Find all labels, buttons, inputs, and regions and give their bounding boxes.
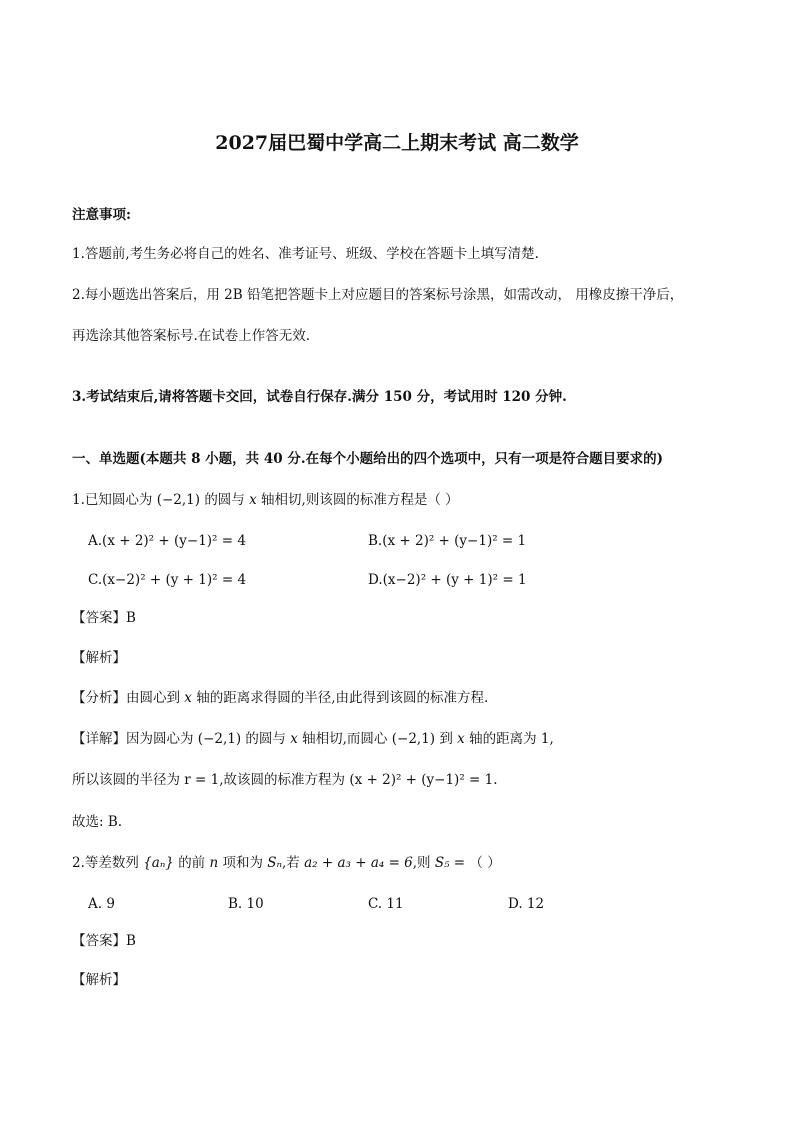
notice-item-2-line-1: 2.每小题选出答案后，用 2B 铅笔把答题卡上对应题目的答案标号涂黑，如需改动， 用橡皮擦干净后，: [72, 287, 684, 303]
q2-stem-prefix: 2.等差数列: [72, 855, 139, 871]
q2-option-a: A. 9: [88, 896, 115, 912]
question-2-stem: [72, 854, 501, 872]
q2-stem-mid-4: ,则: [412, 855, 431, 871]
q1-option-d-label: D.: [368, 572, 383, 588]
q1-analysis-heading: 【解析】: [72, 650, 126, 666]
notice-item-3: 3.考试结束后,请将答题卡交回，试卷自行保存.满分 150 分，考试用时 120 分钟.: [72, 389, 567, 405]
q1-fenxi-suffix: 轴的距离求得圆的半径,由此得到该圆的标准方程.: [196, 690, 489, 706]
q1-conclusion-mid: ,故该圆的标准方程为: [219, 772, 346, 788]
q2-stem-seq: {aₙ}: [143, 855, 174, 871]
q2-option-b: B. 10: [228, 896, 264, 912]
notice-heading: 注意事项:: [72, 207, 131, 223]
question-1-stem: [72, 491, 459, 509]
q1-fenxi-x: x: [184, 690, 192, 706]
q1-conclusion-expr: (x + 2)² + (y−1)² = 1: [349, 772, 494, 788]
q2-option-d: D. 12: [508, 896, 545, 912]
q1-answer: 【答案】B: [72, 610, 136, 626]
q1-xiangjie: [72, 730, 554, 748]
q1-choice: 故选: B.: [72, 814, 123, 830]
q1-stem-x: x: [249, 492, 257, 508]
q1-xiangjie-suffix: 轴的距离为 1,: [469, 731, 554, 747]
q1-xiangjie-prefix: 【详解】因为圆心为: [72, 731, 194, 747]
q2-stem-mid-3: ,若: [282, 855, 300, 871]
q1-conclusion-end: .: [493, 772, 498, 788]
section-1-heading: 一、单选题(本题共 8 小题，共 40 分.在每个小题给出的四个选项中，只有一项是符合题目要求的): [72, 451, 663, 467]
q1-conclusion-prefix: 所以该圆的半径为: [72, 772, 180, 788]
q1-fenxi-prefix: 【分析】由圆心到: [72, 690, 180, 706]
q1-xiangjie-mid-1: 的圆与: [245, 731, 286, 747]
q2-analysis-heading: 【解析】: [72, 972, 126, 988]
q2-stem-sn: Sₙ: [267, 855, 283, 871]
q1-fenxi: [72, 689, 488, 707]
q2-stem-suffix: （ ）: [469, 855, 501, 871]
q1-xiangjie-point-1: (−2,1): [197, 731, 242, 747]
q1-option-b: [368, 532, 526, 550]
q1-option-a-expr: (x + 2)² + (y−1)² = 4: [102, 533, 246, 549]
notice-item-1: 1.答题前,考生务必将自己的姓名、准考证号、班级、学校在答题卡上填写清楚.: [72, 246, 539, 262]
q1-xiangjie-x-1: x: [290, 731, 298, 747]
q1-stem-prefix: 1.已知圆心为: [72, 492, 153, 508]
q2-stem-mid-1: 的前: [178, 855, 206, 871]
q1-conclusion: [72, 771, 498, 789]
q1-xiangjie-x-2: x: [457, 731, 465, 747]
q1-option-d-expr: (x−2)² + (y + 1)² = 1: [382, 572, 527, 588]
q2-stem-cond: a₂ + a₃ + a₄ = 6: [304, 855, 413, 871]
q1-option-b-label: B.: [368, 533, 383, 549]
q1-xiangjie-point-2: (−2,1): [391, 731, 436, 747]
q1-option-d: [368, 571, 527, 589]
q2-answer: 【答案】B: [72, 933, 136, 949]
q1-option-b-expr: (x + 2)² + (y−1)² = 1: [382, 533, 527, 549]
q1-option-c: [88, 571, 246, 589]
q1-stem-mid: 的圆与: [204, 492, 245, 508]
page-title: 2027届巴蜀中学高二上期末考试 高二数学: [215, 132, 579, 154]
q1-option-a-label: A.: [88, 533, 103, 549]
q1-option-c-label: C.: [88, 572, 103, 588]
q1-stem-suffix: 轴相切,则该圆的标准方程是（ ）: [261, 492, 459, 508]
q1-xiangjie-mid-2: 轴相切,而圆心: [302, 731, 388, 747]
q2-stem-mid-2: 项和为: [222, 855, 263, 871]
q1-option-c-expr: (x−2)² + (y + 1)² = 4: [102, 572, 247, 588]
q2-stem-s5: S₅ =: [434, 855, 466, 871]
q2-option-c: C. 11: [368, 896, 404, 912]
q1-option-a: [88, 532, 246, 550]
q2-stem-n: n: [209, 855, 219, 871]
q1-xiangjie-mid-3: 到: [439, 731, 453, 747]
q1-conclusion-r: r = 1: [184, 772, 220, 788]
notice-item-2-line-2: 再选涂其他答案标号.在试卷上作答无效.: [72, 328, 311, 344]
q1-stem-point: (−2,1): [156, 492, 201, 508]
